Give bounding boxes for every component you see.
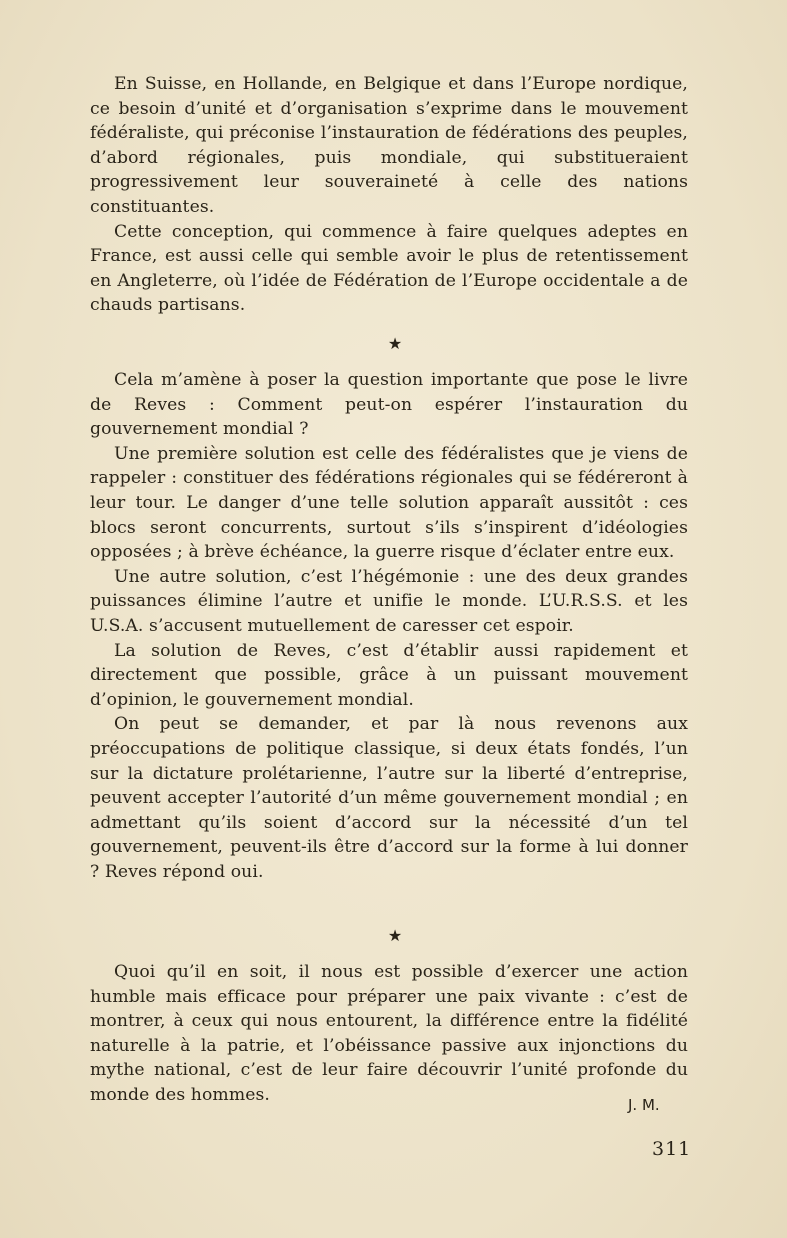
paragraph-conclusion: Quoi qu’il en soit, il nous est possible d’exercer une action humble mais efficace pour préparer une paix vivante : c’est de montrer, à ceux qui nous entourent, la différence entre la fidélité naturelle à la patrie, et l’obéissance passive aux injonctions du mythe national, c’est de leur faire découvrir l’unité profonde du monde des hommes.: [90, 962, 688, 1105]
page-number: 311: [652, 1138, 692, 1160]
separator-star-icon: ★: [387, 334, 403, 353]
paragraph-first-solution: Une première solution est celle des fédéralistes que je viens de rappeler : constituer des fédérations régionales qui se fédéreront à leur tour. Le danger d’une telle solution apparaît aussitôt : ces blocs seront concurrents, surtout s’ils s’inspirent d’idéologies opposées ; à brève échéance, la guerre risque d’éclater entre eux.: [90, 443, 688, 563]
author-signature: J. M.: [628, 1096, 660, 1114]
paragraph-reves-solution: La solution de Reves, c’est d’établir aussi rapidement et directement que possible, grâce à un puissant mouvement d’opinion, le gouvernement mondial.: [90, 640, 688, 710]
section-3: [90, 960, 688, 1108]
paragraph-hegemony: Une autre solution, c’est l’hégémonie : une des deux grandes puissances élimine l’autre et unifie le monde. L’U.R.S.S. et les U.S.A. s’accusent mutuellement de caresser cet espoir.: [90, 566, 688, 636]
paragraph-conception: Cette conception, qui commence à faire quelques adeptes en France, est aussi celle qui semble avoir le plus de retentissement en Angleterre, où l’idée de Fédération de l’Europe occidentale a de chauds partisans.: [90, 221, 688, 316]
paragraph-question: Cela m’amène à poser la question importante que pose le livre de Reves : Comment peut-on espérer l’instauration du gouvernement mondial ?: [90, 370, 688, 440]
section-1: [90, 72, 688, 318]
paragraph-classic-politics: On peut se demander, et par là nous revenons aux préoccupations de politique classique, si deux états fondés, l’un sur la dictature prolétarienne, l’autre sur la liberté d’entreprise, peuvent accepter l’autorité d’un même gouvernement mondial ; en admettant qu’ils soient d’accord sur la nécessité d’un tel gouvernement, peuvent-ils être d’accord sur la forme à lui donner ? Reves répond oui.: [90, 714, 688, 882]
section-2: [90, 368, 688, 884]
separator-star-icon: ★: [387, 926, 403, 945]
paragraph-federalism: En Suisse, en Hollande, en Belgique et dans l’Europe nordique, ce besoin d’unité et d’organisation s’exprime dans le mouvement fédéraliste, qui préconise l’instauration de fédérations des peuples, d’abord régionales, puis mondiale, qui substitueraient progressivement leur souveraineté à celle des nations constituantes.: [90, 74, 688, 217]
